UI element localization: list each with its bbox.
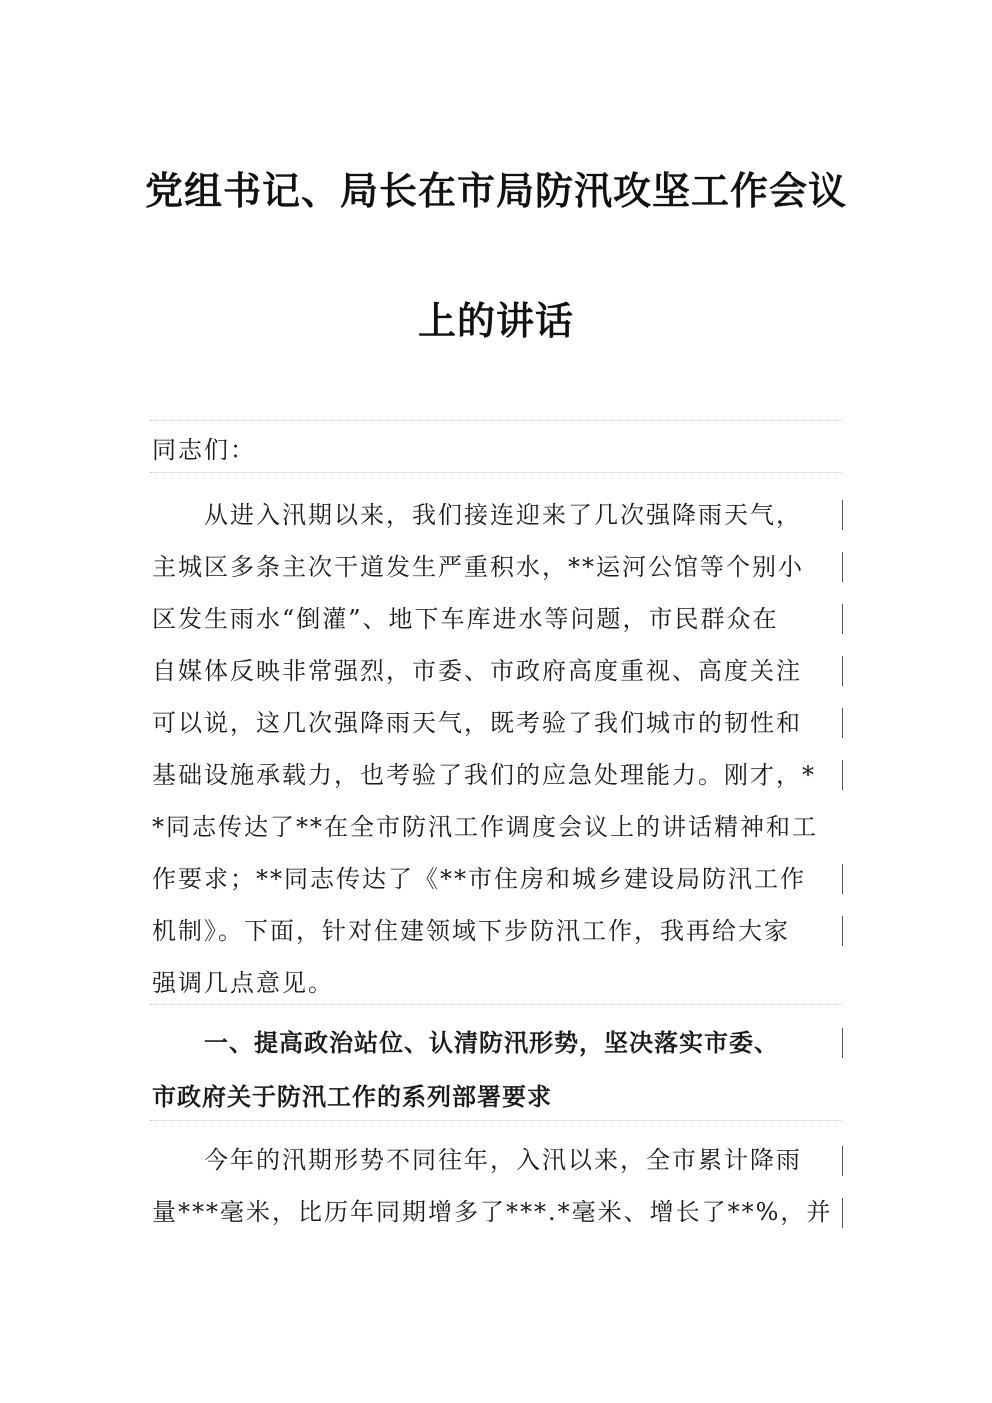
paragraph-line: 自媒体反映非常强烈，市委、市政府高度重视、高度关注 [152,657,802,685]
margin-marker [842,1028,843,1058]
paragraph-line: 今年的汛期形势不同往年，入汛以来，全市累计降雨 [204,1146,802,1174]
document-title-line-1: 党组书记、局长在市局防汛攻坚工作会议 [144,169,847,213]
paragraph-line: 机制》。下面，针对住建领域下步防汛工作，我再给大家 [152,917,790,945]
margin-marker [842,1146,843,1176]
paragraph-2 [152,1134,842,1238]
heading-line: 一、提高政治站位、认清防汛形势，坚决落实市委、 [204,1029,779,1057]
margin-marker [842,552,843,582]
margin-marker [842,604,843,634]
divider [150,1120,842,1121]
section-heading-1 [152,1016,842,1124]
margin-marker [842,708,843,738]
paragraph-line: 从进入汛期以来，我们接连迎来了几次强降雨天气， [204,501,802,529]
divider [150,420,842,421]
paragraph-line: 主城区多条主次干道发生严重积水，**运河公馆等个别小 [152,553,804,581]
divider [150,1004,842,1005]
document-title-line-2: 上的讲话 [417,299,574,343]
paragraph-line: 强调几点意见。 [152,969,334,997]
paragraph-line: 量***毫米，比历年同期增多了***.*毫米、增长了**%，并 [152,1198,833,1226]
margin-marker [842,864,843,894]
paragraph-line: 基础设施承载力，也考验了我们的应急处理能力。刚才，* [152,761,816,789]
paragraph-line: 区发生雨水“倒灌”、地下车库进水等问题，市民群众在 [152,605,779,633]
paragraph-line: 可以说，这几次强降雨天气，既考验了我们城市的韧性和 [152,709,802,737]
margin-marker [842,760,843,790]
paragraph-line: *同志传达了**在全市防汛工作调度会议上的讲话精神和工 [152,813,818,841]
salutation: 同志们： [152,436,256,464]
margin-marker [842,500,843,530]
margin-marker [842,916,843,946]
paragraph-1 [152,489,842,1009]
heading-line: 市政府关于防汛工作的系列部署要求 [152,1083,552,1111]
divider [150,472,842,473]
margin-marker [842,656,843,686]
paragraph-line: 作要求；**同志传达了《**市住房和城乡建设局防汛工作 [152,865,806,893]
margin-marker [842,1198,843,1228]
